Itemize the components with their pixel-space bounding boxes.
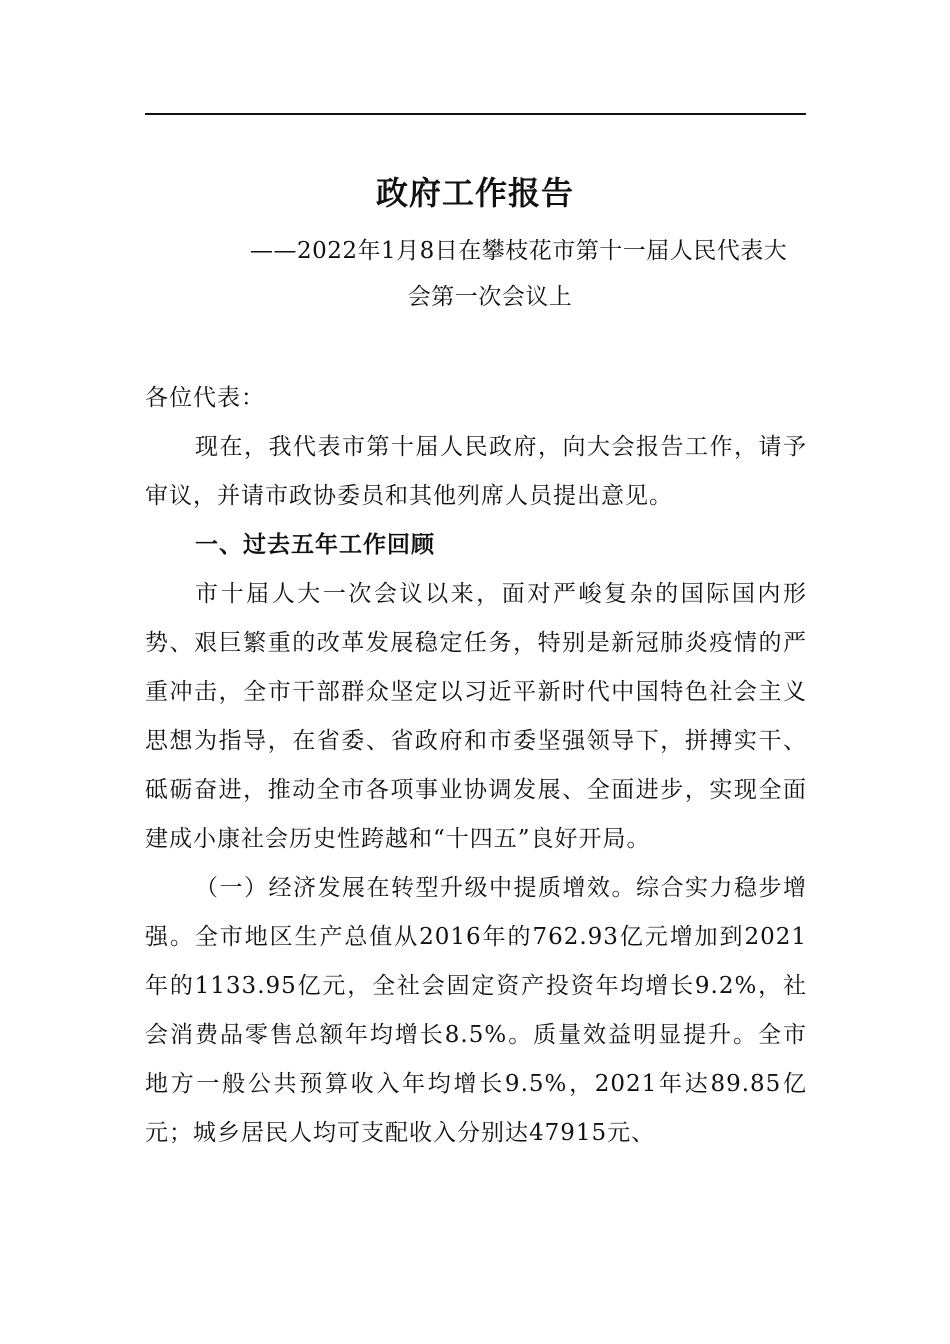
- subtitle-line-2: 会第一次会议上: [407, 284, 573, 310]
- paragraph-intro: 现在，我代表市第十届人民政府，向大会报告工作，请予审议，并请市政协委员和其他列席人员提出意见。: [145, 434, 807, 509]
- document-title: 政府工作报告: [375, 174, 574, 212]
- section-heading: 一、过去五年工作回顾: [195, 532, 435, 558]
- header-rule: [145, 113, 806, 115]
- paragraph-review: 市十届人大一次会议以来，面对严峻复杂的国际国内形势、艰巨繁重的改革发展稳定任务，特别是新冠肺炎疫情的严重冲击，全市干部群众坚定以习近平新时代中国特色社会主义思想为指导，在省委、省政府和市委坚强领导下，拼搏实干、砥砺奋进，推动全市各项事业协调发展、全面进步，实现全面建成小康社会历史性跨越和“十四五”良好开局。: [145, 581, 807, 852]
- document-body: [145, 374, 807, 1158]
- paragraph-economy: （一）经济发展在转型升级中提质增效。综合实力稳步增强。全市地区生产总值从2016年的762.93亿元增加到2021年的1133.95亿元，全社会固定资产投资年均增长9.2%，社会消费品零售总额年均增长8.5%。质量效益明显提升。全市地方一般公共预算收入年均增长9.5%，2021年达89.85亿元；城乡居民人均可支配收入分别达47915元、: [145, 875, 807, 1146]
- document-subtitle: [250, 228, 810, 320]
- salutation: 各位代表：: [145, 385, 265, 411]
- subtitle-line-1: ——2022年1月8日在攀枝花市第十一届人民代表大: [250, 238, 788, 264]
